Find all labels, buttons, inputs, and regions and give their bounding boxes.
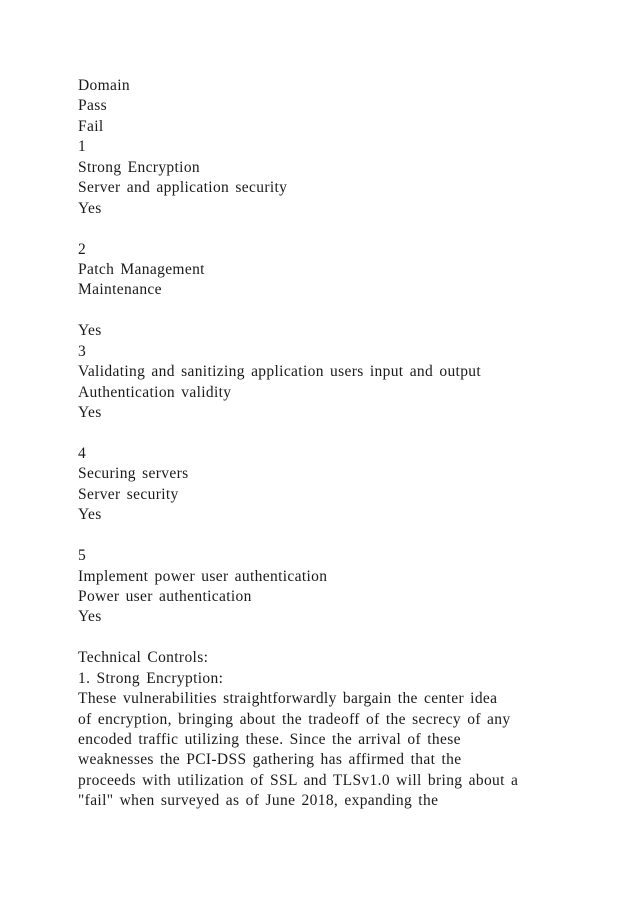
text-line: weaknesses the PCI-DSS gathering has affirmed that the [78,751,462,769]
text-line [78,219,618,239]
text-line: 5 [78,547,87,565]
text-line: Yes [78,199,102,217]
text-line: Fail [78,117,104,135]
text-line [78,628,618,648]
text-line: Server and application security [78,179,288,197]
text-line: Yes [78,608,102,626]
text-line: Yes [78,404,102,421]
text-line: 1. Strong Encryption: [78,669,224,687]
text-line: proceeds with utilization of SSL and TLSv1.0 will bring about a [78,771,519,789]
text-line: Server security [78,485,179,503]
text-line: Yes [78,322,102,340]
text-line: Authentication validity [78,383,232,401]
text-line: Maintenance [78,281,162,299]
text-line: 1 [78,138,87,156]
text-line: 3 [78,342,87,360]
text-line [78,526,618,546]
text-line [78,301,618,321]
text-line: Implement power user authentication [78,567,328,585]
text-line: These vulnerabilities straightforwardly bargain the center idea [78,690,498,708]
text-line: "fail" when surveyed as of June 2018, expanding the [78,792,439,810]
text-line: Strong Encryption [78,158,201,176]
text-line: of encryption, bringing about the tradeoff of the secrecy of any [78,710,511,728]
text-line: 2 [78,240,87,258]
text-line: Pass [78,97,107,115]
text-line: Technical Controls: [78,649,209,667]
text-line: encoded traffic utilizing these. Since the arrival of these [78,731,461,748]
text-line: Validating and sanitizing application users input and output [78,363,482,381]
text-line: Domain [78,77,131,94]
text-line: Power user authentication [78,587,252,605]
text-line: 4 [78,444,87,462]
text-line: Securing servers [78,465,189,483]
text-line [78,423,618,443]
text-line: Patch Management [78,260,205,278]
text-line: Yes [78,506,102,524]
document-body [78,76,618,812]
